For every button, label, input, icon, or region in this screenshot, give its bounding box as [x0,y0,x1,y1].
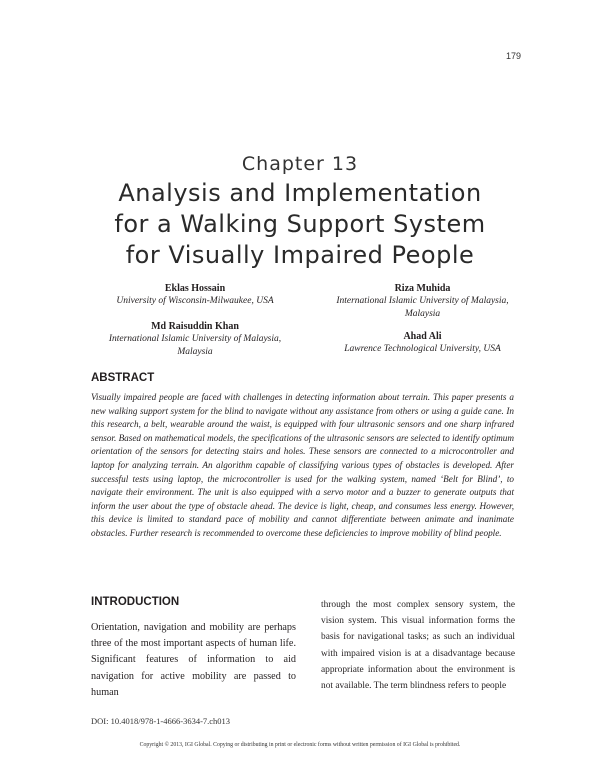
author-block [80,282,310,308]
author-block [80,320,310,359]
author-name: Ahad Ali [403,331,442,342]
author-block [305,330,540,356]
chapter-title-line: for Visually Impaired People [125,241,475,269]
author-affiliation: Malaysia [404,309,441,319]
author-affiliation: University of Wisconsin-Milwaukee, USA [116,296,274,306]
abstract-heading: ABSTRACT [91,372,155,384]
author-affiliation: Malaysia [177,347,213,357]
author-affiliation: International Islamic University of Malaysia, [108,334,282,344]
introduction-left-column: Orientation, navigation and mobility are perhaps three of the most important aspects of human life. Significant features of information to aid navigation for active mobility are passed to human [91,622,296,698]
author-affiliation: International Islamic University of Malaysia, [336,296,509,306]
author-name: Eklas Hossain [164,283,226,294]
copyright-notice: Copyright © 2013, IGI Global. Copying or distributing in print or electronic forms without written permission of IGI Global is prohibited. [139,742,461,748]
chapter-title-line: Analysis and Implementation [118,179,482,207]
author-block [305,282,540,321]
introduction-heading: INTRODUCTION [91,596,180,608]
abstract-body: Visually impaired people are faced with challenges in detecting information about terrain. This paper presents a new walking support system for the blind to navigate without any assistance from others or using a guide cane. In this research, a belt, wearable around the waist, is equipped with four ultrasonic sensors and one sharp infrared sensor. Based on mathematical models, the specifications of the ultrasonic sensors are selected to identify optimum orientation of the sensors for detecting stairs and holes. These sensors are connected to a microcontroller and laptop for analyzing terrain. An algorithm capable of classifying various types of obstacles is developed. After successful tests using laptop, the microcontroller is used for the walking system, named ‘Belt for Blind’, to navigate their environment. The unit is also equipped with a servo motor and a buzzer to generate outputs that inform the user about the type of obstacle ahead. The device is light, cheap, and consumes less energy. However, this device is limited to standard pace of mobility and cannot differentiate between animate and inanimate obstacles. Further research is recommended to overcome these deficiencies to improve mobility of blind people. [91,392,514,538]
chapter-label: Chapter 13 [241,153,359,175]
page-number: 179 [505,51,521,61]
author-name: Md Raisuddin Khan [151,321,239,332]
chapter-title [0,178,600,271]
doi: DOI: 10.4018/978-1-4666-3634-7.ch013 [91,716,231,726]
chapter-title-line: for a Walking Support System [114,210,486,238]
author-name: Riza Muhida [394,283,451,294]
introduction-right-column: through the most complex sensory system, the vision system. This visual information forms the basis for navigational tasks; as such an individual with impaired vision is at a disadvantage because appropriate information about the environment is not available. The term blindness refers to people [321,600,515,692]
author-affiliation: Lawrence Technological University, USA [344,344,501,354]
